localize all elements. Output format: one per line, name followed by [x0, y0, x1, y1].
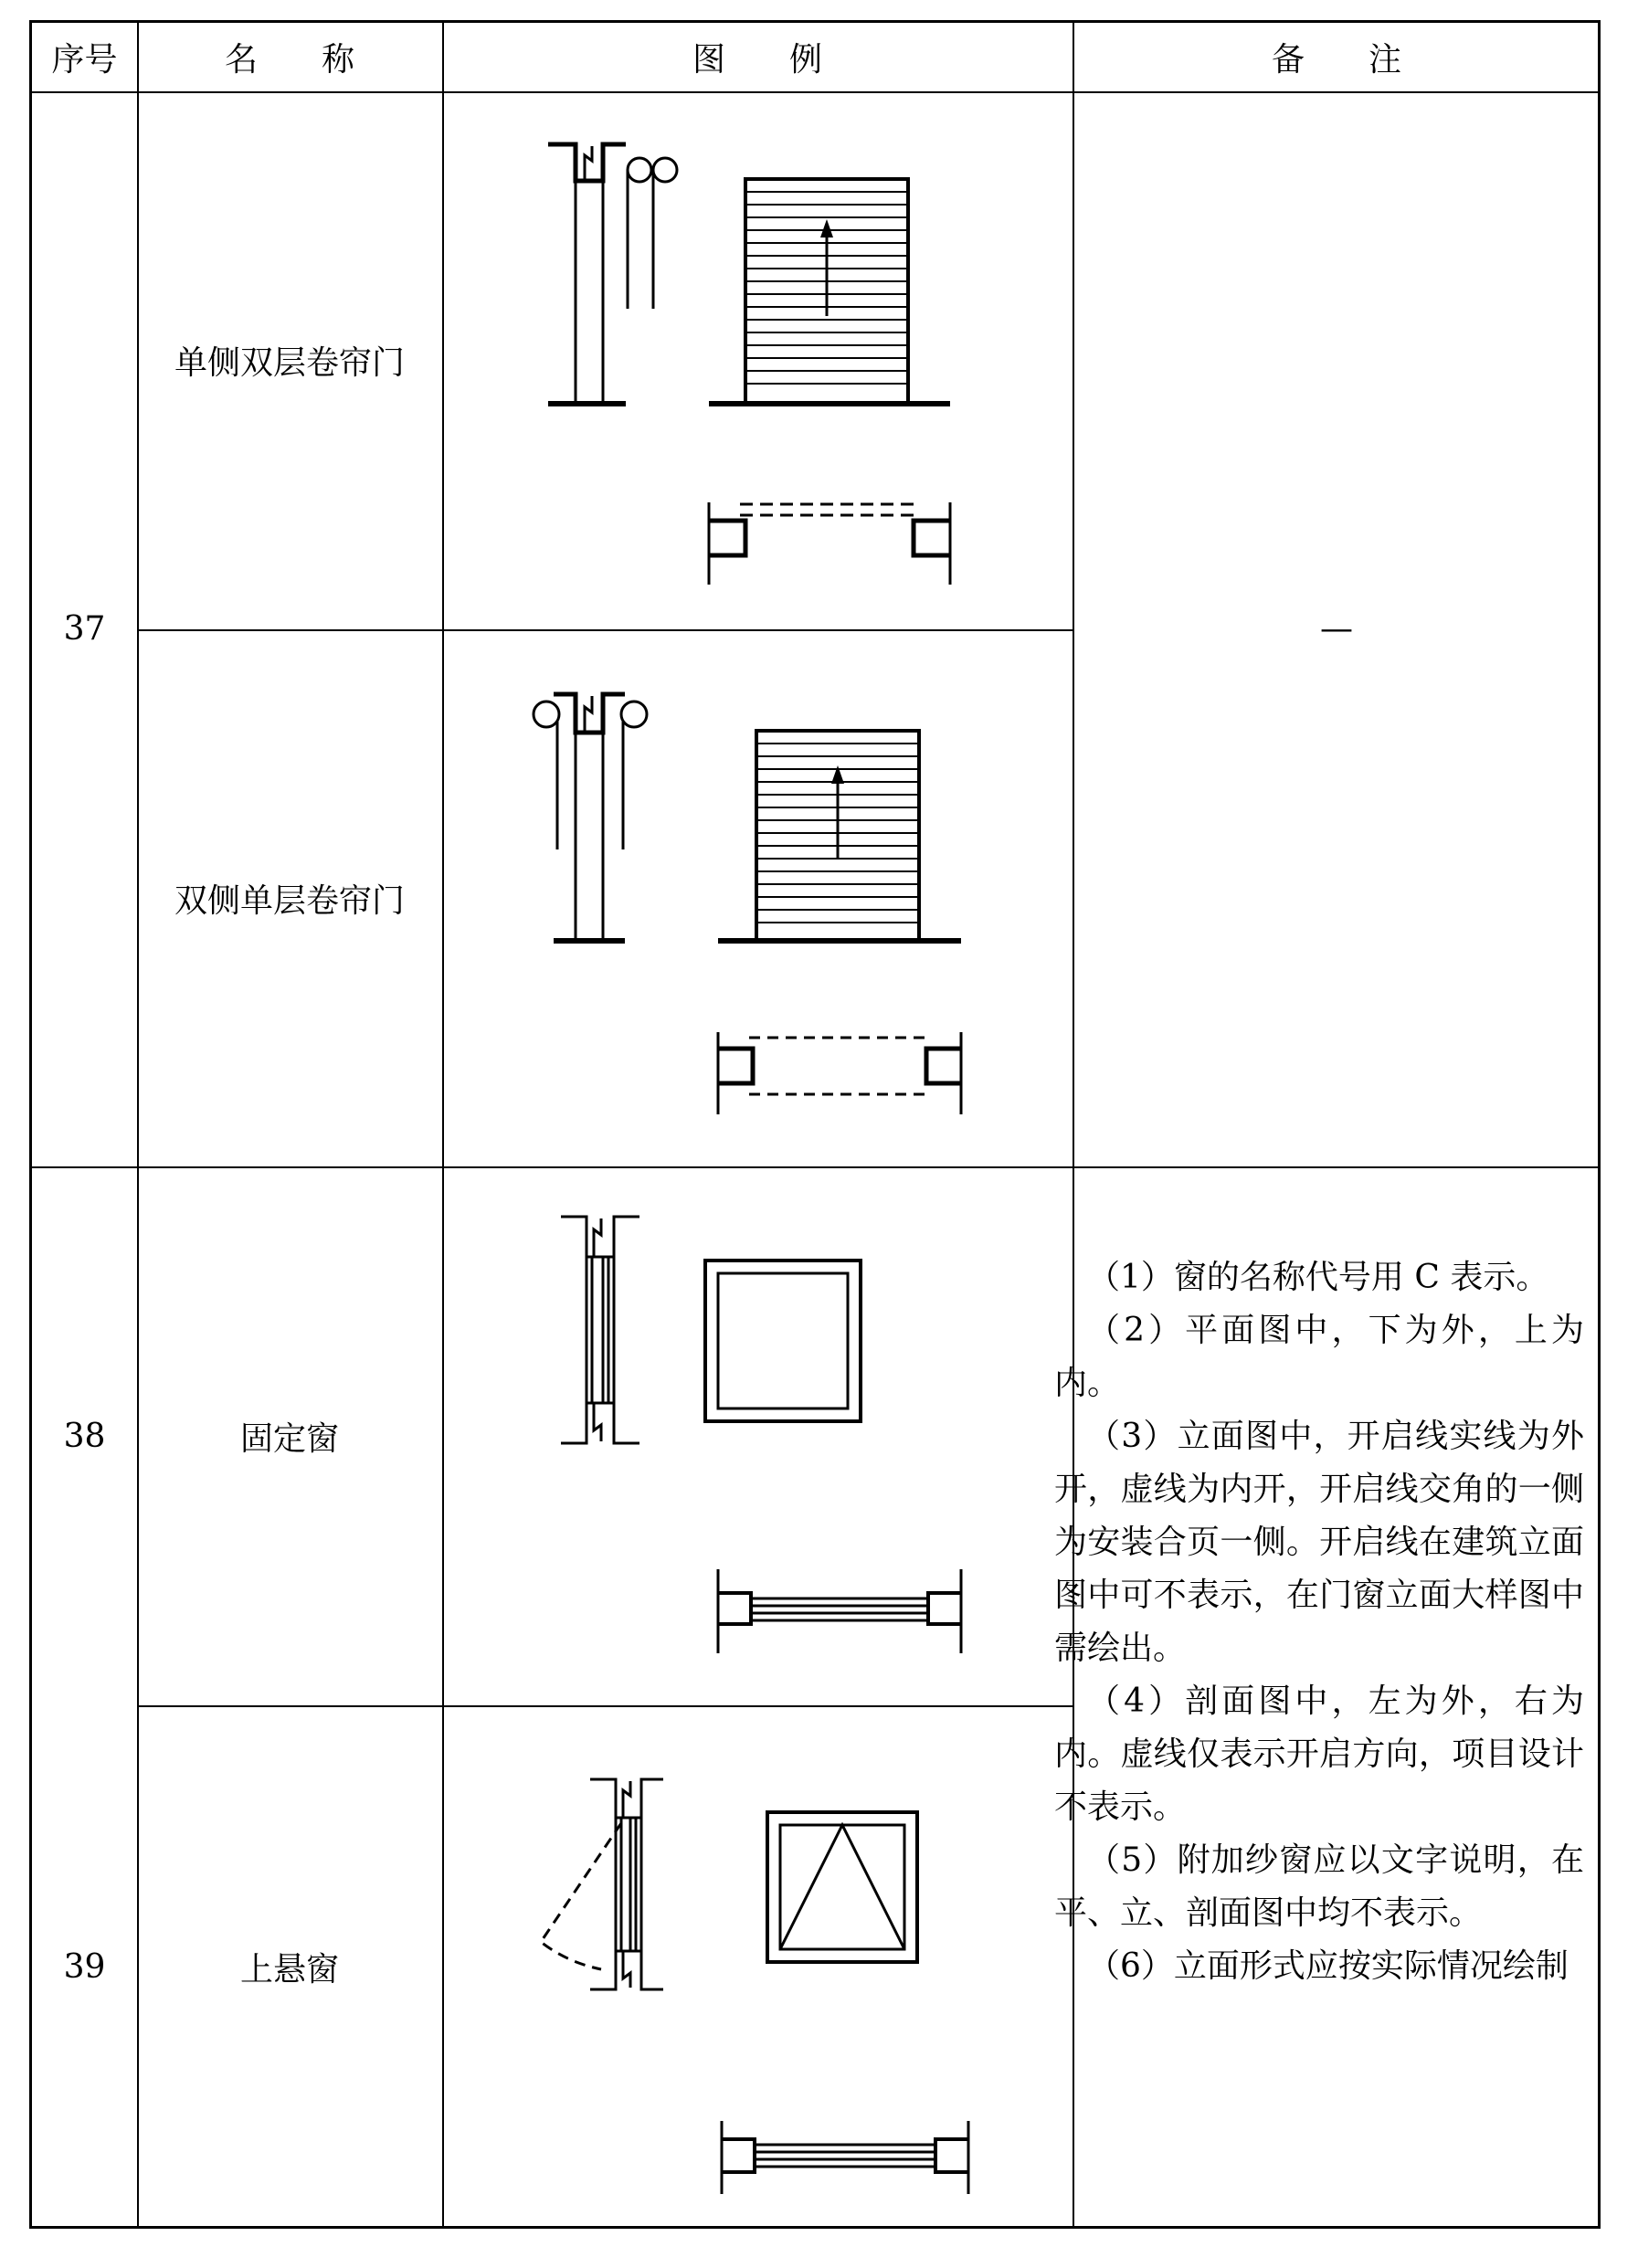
note-1: （1）窗的名称代号用 C 表示。	[1087, 1259, 1549, 1296]
item-name-top-hung-window: 上悬窗	[239, 1951, 339, 1988]
header-legend: 图 例	[692, 41, 823, 79]
top-hung-window-figure	[439, 1704, 1069, 2216]
header-name: 名 称	[224, 41, 355, 79]
row-index-37: 37	[63, 610, 106, 648]
fixed-window-figure	[439, 1169, 1069, 1681]
note-6: （6）立面形式应按实际情况绘制	[1087, 1947, 1569, 1985]
row-index-38: 38	[63, 1417, 106, 1455]
note-2: （2）平面图中，下为外，上为内。	[1054, 1312, 1584, 1402]
note-5: （5）附加纱窗应以文字说明，在平、立、剖面图中均不表示。	[1054, 1841, 1584, 1932]
window-remark-notes	[1054, 1251, 1584, 1993]
header-index: 序号	[51, 41, 118, 79]
note-4: （4）剖面图中，左为外，右为内。虚线仅表示开启方向，项目设计不表示。	[1054, 1683, 1584, 1826]
roller-door-single-side-double-layer-figure	[439, 91, 1069, 621]
note-3: （3）立面图中，开启线实线为外开，虚线为内开，开启线交角的一侧为安装合页一侧。开启线在建筑立面图中可不表示，在门窗立面大样图中需绘出。	[1054, 1418, 1584, 1667]
roller-door-double-side-single-layer-figure	[439, 630, 1069, 1160]
item-name-fixed-window: 固定窗	[239, 1419, 339, 1458]
row-index-39: 39	[63, 1948, 106, 1986]
item-name-single-double-roller-door: 单侧双层卷帘门	[174, 344, 405, 382]
item-name-double-single-roller-door: 双侧单层卷帘门	[174, 881, 405, 920]
row-remark-37: —	[1320, 610, 1353, 648]
header-remark: 备 注	[1271, 41, 1402, 79]
